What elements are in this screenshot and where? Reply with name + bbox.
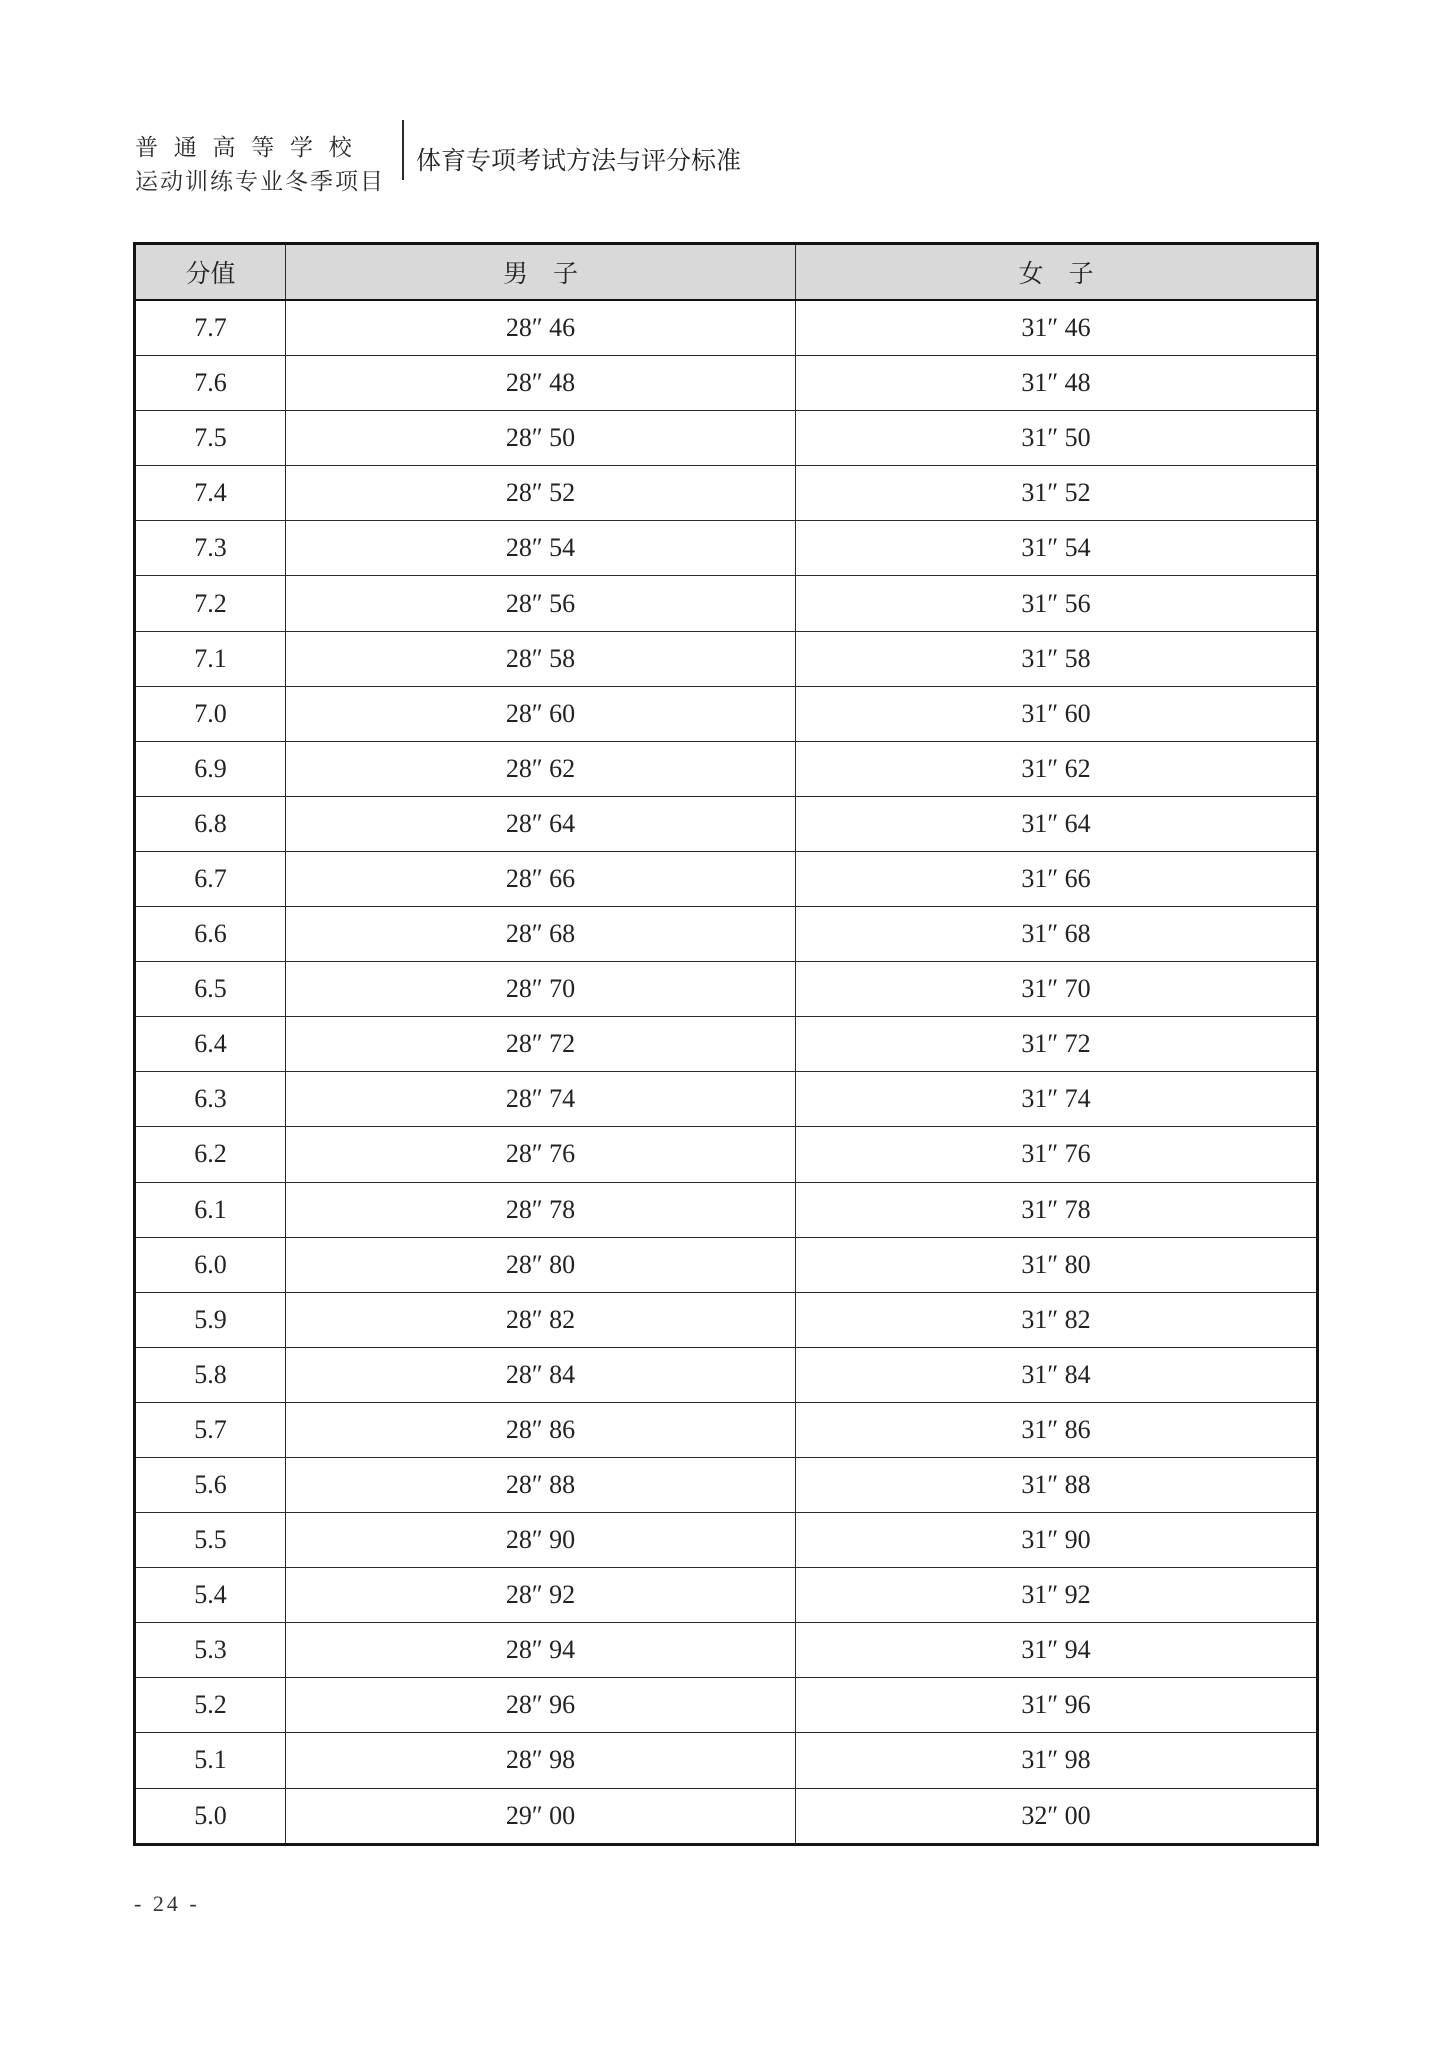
men-time-cell: 28″ 82: [286, 1292, 796, 1347]
women-time-cell: 31″ 48: [796, 356, 1318, 411]
table-row: [135, 1127, 1318, 1182]
men-time-cell: 28″ 62: [286, 741, 796, 796]
score-cell: 5.9: [135, 1292, 286, 1347]
women-time-cell: 31″ 60: [796, 686, 1318, 741]
women-time-cell: 31″ 94: [796, 1623, 1318, 1678]
women-time-cell: 31″ 82: [796, 1292, 1318, 1347]
score-cell: 5.4: [135, 1568, 286, 1623]
column-header-score: 分值: [135, 244, 286, 301]
score-cell: 5.5: [135, 1513, 286, 1568]
women-time-cell: 31″ 88: [796, 1457, 1318, 1512]
women-time-cell: 31″ 80: [796, 1237, 1318, 1292]
women-time-cell: 31″ 62: [796, 741, 1318, 796]
table-row: [135, 907, 1318, 962]
score-cell: 6.9: [135, 741, 286, 796]
women-time-cell: 31″ 98: [796, 1733, 1318, 1788]
running-head-left-line1: 普 通 高 等 学 校: [135, 135, 357, 160]
men-time-cell: 28″ 70: [286, 962, 796, 1017]
table-row: [135, 631, 1318, 686]
table-row: [135, 1678, 1318, 1733]
men-time-cell: 28″ 58: [286, 631, 796, 686]
table-row: [135, 796, 1318, 851]
men-time-cell: 28″ 92: [286, 1568, 796, 1623]
score-cell: 7.7: [135, 300, 286, 356]
running-head-title: 体育专项考试方法与评分标准: [416, 148, 742, 175]
women-time-cell: 31″ 68: [796, 907, 1318, 962]
score-cell: 5.6: [135, 1457, 286, 1512]
table-row: [135, 851, 1318, 906]
score-cell: 5.3: [135, 1623, 286, 1678]
women-time-cell: 32″ 00: [796, 1788, 1318, 1844]
table-row: [135, 1182, 1318, 1237]
women-time-cell: 31″ 70: [796, 962, 1318, 1017]
score-cell: 6.5: [135, 962, 286, 1017]
table-row: [135, 1457, 1318, 1512]
women-time-cell: 31″ 56: [796, 576, 1318, 631]
men-time-cell: 28″ 50: [286, 411, 796, 466]
table-row: [135, 1513, 1318, 1568]
score-cell: 6.1: [135, 1182, 286, 1237]
table-row: [135, 356, 1318, 411]
page-number: - 24 -: [134, 1891, 200, 1916]
header-row: [135, 244, 1318, 301]
men-time-cell: 28″ 68: [286, 907, 796, 962]
women-time-cell: 31″ 58: [796, 631, 1318, 686]
men-time-cell: 28″ 84: [286, 1347, 796, 1402]
score-cell: 6.3: [135, 1072, 286, 1127]
score-cell: 6.7: [135, 851, 286, 906]
men-time-cell: 28″ 48: [286, 356, 796, 411]
table-row: [135, 1788, 1318, 1844]
men-time-cell: 28″ 78: [286, 1182, 796, 1237]
women-time-cell: 31″ 86: [796, 1402, 1318, 1457]
table-row: [135, 741, 1318, 796]
men-time-cell: 28″ 56: [286, 576, 796, 631]
running-head-divider: [402, 120, 404, 180]
men-time-cell: 28″ 52: [286, 466, 796, 521]
men-time-cell: 28″ 90: [286, 1513, 796, 1568]
score-table: [133, 242, 1319, 1846]
men-time-cell: 28″ 76: [286, 1127, 796, 1182]
men-time-cell: 28″ 64: [286, 796, 796, 851]
score-cell: 7.6: [135, 356, 286, 411]
men-time-cell: 28″ 46: [286, 300, 796, 356]
women-time-cell: 31″ 72: [796, 1017, 1318, 1072]
men-time-cell: 28″ 94: [286, 1623, 796, 1678]
table-row: [135, 1347, 1318, 1402]
men-time-cell: 28″ 86: [286, 1402, 796, 1457]
women-time-cell: 31″ 84: [796, 1347, 1318, 1402]
women-time-cell: 31″ 90: [796, 1513, 1318, 1568]
women-time-cell: 31″ 64: [796, 796, 1318, 851]
table-row: [135, 1292, 1318, 1347]
table-row: [135, 1237, 1318, 1292]
score-cell: 5.1: [135, 1733, 286, 1788]
women-time-cell: 31″ 76: [796, 1127, 1318, 1182]
men-time-cell: 28″ 96: [286, 1678, 796, 1733]
score-cell: 5.8: [135, 1347, 286, 1402]
men-time-cell: 28″ 98: [286, 1733, 796, 1788]
women-time-cell: 31″ 92: [796, 1568, 1318, 1623]
table-row: [135, 576, 1318, 631]
score-cell: 5.0: [135, 1788, 286, 1844]
table-row: [135, 686, 1318, 741]
score-cell: 6.8: [135, 796, 286, 851]
score-cell: 5.7: [135, 1402, 286, 1457]
column-header-men: 男 子: [286, 244, 796, 301]
table-row: [135, 1623, 1318, 1678]
women-time-cell: 31″ 46: [796, 300, 1318, 356]
score-cell: 5.2: [135, 1678, 286, 1733]
table-row: [135, 466, 1318, 521]
men-time-cell: 28″ 66: [286, 851, 796, 906]
table-row: [135, 1568, 1318, 1623]
women-time-cell: 31″ 54: [796, 521, 1318, 576]
table-row: [135, 300, 1318, 356]
table-row: [135, 1072, 1318, 1127]
men-time-cell: 28″ 54: [286, 521, 796, 576]
table-row: [135, 962, 1318, 1017]
men-time-cell: 28″ 60: [286, 686, 796, 741]
table-row: [135, 411, 1318, 466]
women-time-cell: 31″ 50: [796, 411, 1318, 466]
men-time-cell: 29″ 00: [286, 1788, 796, 1844]
women-time-cell: 31″ 66: [796, 851, 1318, 906]
women-time-cell: 31″ 52: [796, 466, 1318, 521]
score-cell: 6.4: [135, 1017, 286, 1072]
score-cell: 7.3: [135, 521, 286, 576]
score-cell: 7.0: [135, 686, 286, 741]
score-table-header: [135, 244, 1318, 301]
men-time-cell: 28″ 74: [286, 1072, 796, 1127]
score-cell: 6.2: [135, 1127, 286, 1182]
table-row: [135, 521, 1318, 576]
running-head-left-line2: 运动训练专业冬季项目: [135, 169, 385, 194]
column-header-women: 女 子: [796, 244, 1318, 301]
score-table-body: [135, 300, 1318, 1844]
table-row: [135, 1017, 1318, 1072]
women-time-cell: 31″ 78: [796, 1182, 1318, 1237]
women-time-cell: 31″ 74: [796, 1072, 1318, 1127]
table-row: [135, 1733, 1318, 1788]
men-time-cell: 28″ 72: [286, 1017, 796, 1072]
score-cell: 6.6: [135, 907, 286, 962]
women-time-cell: 31″ 96: [796, 1678, 1318, 1733]
men-time-cell: 28″ 80: [286, 1237, 796, 1292]
score-cell: 7.2: [135, 576, 286, 631]
score-cell: 7.1: [135, 631, 286, 686]
score-cell: 7.5: [135, 411, 286, 466]
men-time-cell: 28″ 88: [286, 1457, 796, 1512]
score-cell: 7.4: [135, 466, 286, 521]
score-cell: 6.0: [135, 1237, 286, 1292]
table-row: [135, 1402, 1318, 1457]
